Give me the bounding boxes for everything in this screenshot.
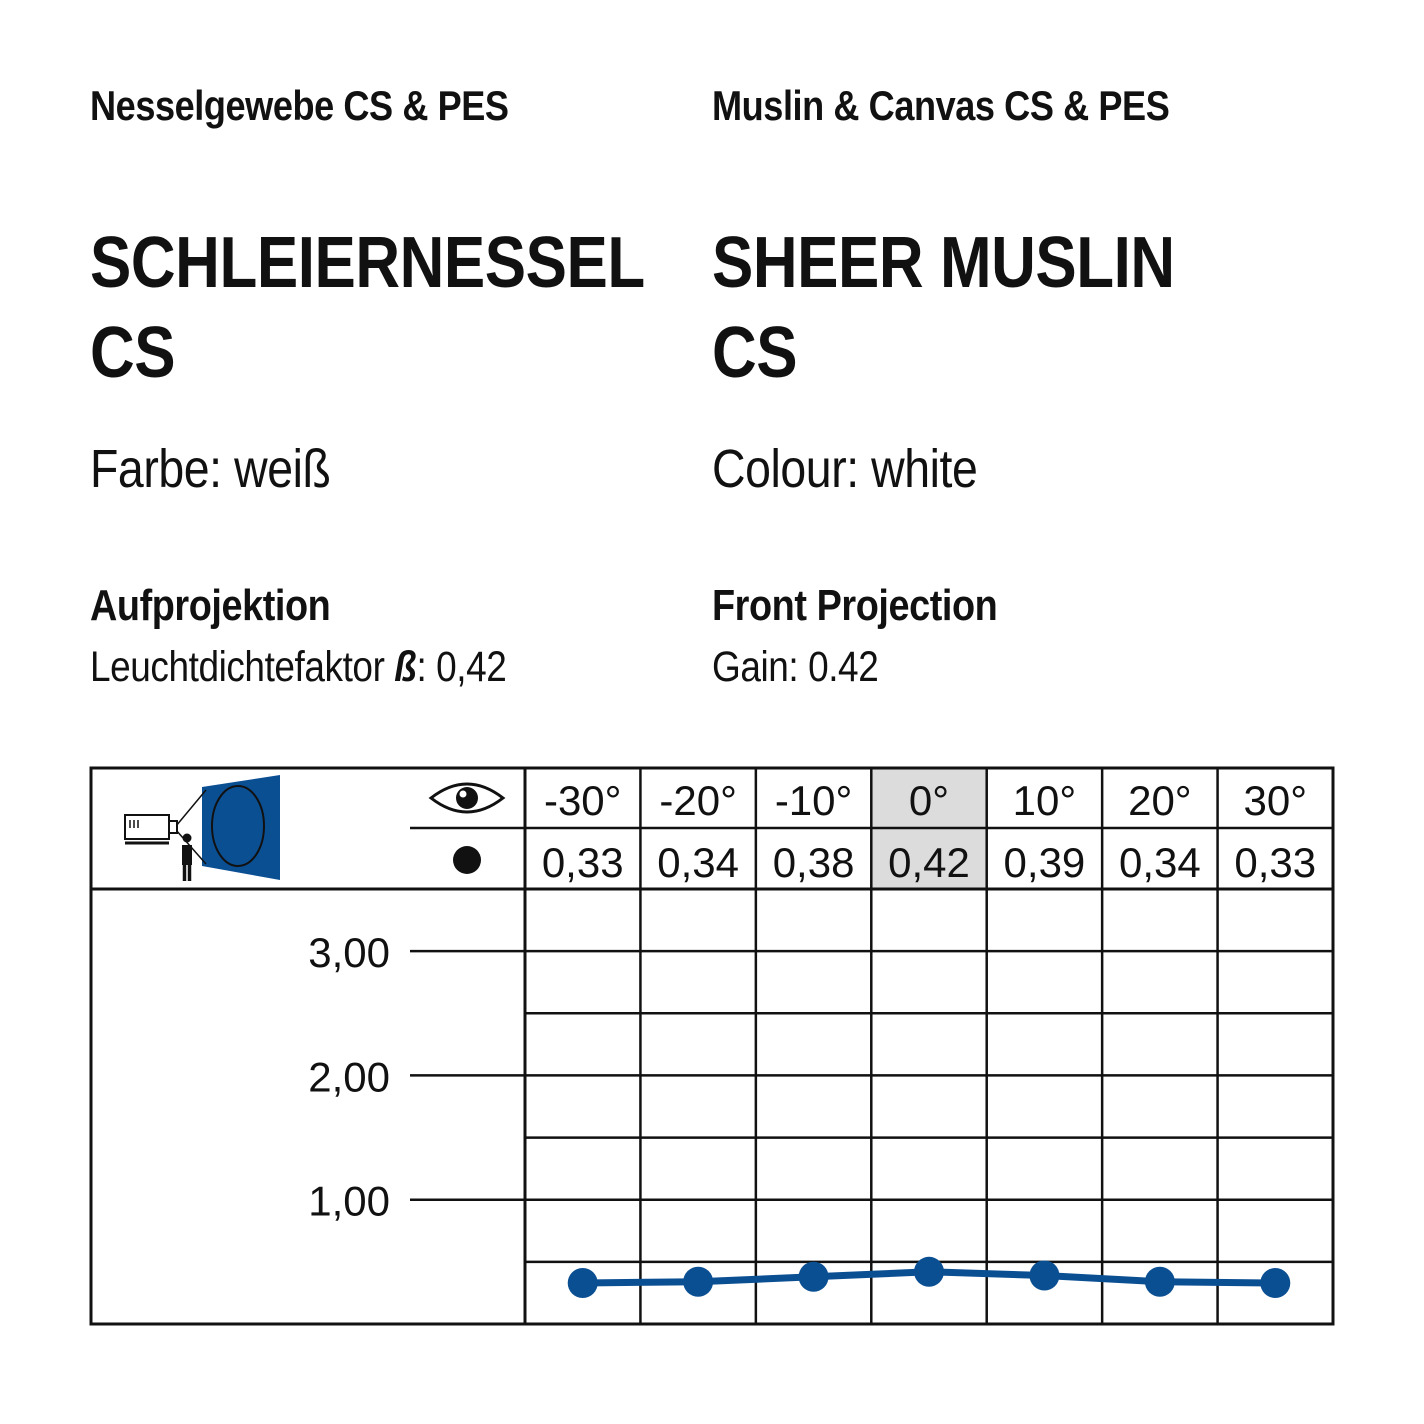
viewer-head	[183, 834, 192, 843]
gain-point	[1145, 1267, 1175, 1297]
gain-value-de: : 0,42	[416, 643, 507, 691]
gain-point	[914, 1257, 944, 1287]
angle-label: 20°	[1128, 777, 1192, 824]
angle-label: 10°	[1012, 777, 1077, 824]
beam-upper	[176, 790, 206, 826]
gain-en: Gain: 0.42	[712, 643, 879, 691]
projector-lens	[169, 821, 177, 833]
eye-glint	[460, 791, 467, 798]
gain-label-de: Leuchtdichtefaktor	[90, 643, 395, 691]
gain-label: 0,33	[541, 839, 624, 886]
product-title-de-line2: CS	[90, 313, 176, 393]
colour-de: Farbe: weiß	[90, 439, 331, 499]
y-tick-label: 2,00	[308, 1053, 390, 1101]
gain-point	[1029, 1261, 1059, 1291]
eye-icon	[431, 784, 503, 812]
screen-shape	[202, 775, 280, 880]
gain-point	[799, 1262, 829, 1292]
colour-en: Colour: white	[712, 439, 978, 499]
dot-icon	[453, 846, 481, 874]
gain-label: 0,34	[657, 839, 740, 886]
y-tick-label: 1,00	[308, 1177, 390, 1225]
gain-point	[568, 1268, 598, 1298]
product-title-de-line1: SCHLEIERNESSEL	[90, 223, 645, 303]
y-axis-ticks	[308, 929, 390, 1225]
projection-title-de: Aufprojektion	[90, 581, 331, 630]
y-tick-label: 3,00	[308, 929, 390, 977]
angle-label: 30°	[1243, 777, 1308, 824]
angle-label: -10°	[774, 777, 853, 824]
angle-label: -30°	[543, 777, 622, 824]
gain-label: 0,42	[888, 839, 970, 886]
projector-body	[125, 815, 169, 839]
gain-symbol-de: ß	[394, 643, 417, 691]
product-title-en-line1: SHEER MUSLIN	[712, 223, 1175, 303]
category-en: Muslin & Canvas CS & PES	[712, 82, 1170, 129]
gain-point	[1260, 1268, 1290, 1298]
gain-label: 0,34	[1118, 839, 1201, 886]
eye-iris	[456, 787, 478, 809]
angle-label: 0°	[908, 777, 950, 824]
viewer-body	[182, 845, 192, 865]
gain-label: 0,33	[1234, 839, 1317, 886]
gain-point	[683, 1267, 713, 1297]
product-title-en-line2: CS	[712, 313, 798, 393]
projection-title-en: Front Projection	[712, 581, 998, 630]
gain-label: 0,39	[1003, 839, 1086, 886]
category-de: Nesselgewebe CS & PES	[90, 82, 509, 129]
gain-label: 0,38	[772, 839, 855, 886]
projector-screen-icon	[125, 775, 280, 881]
angle-label: -20°	[659, 777, 737, 824]
